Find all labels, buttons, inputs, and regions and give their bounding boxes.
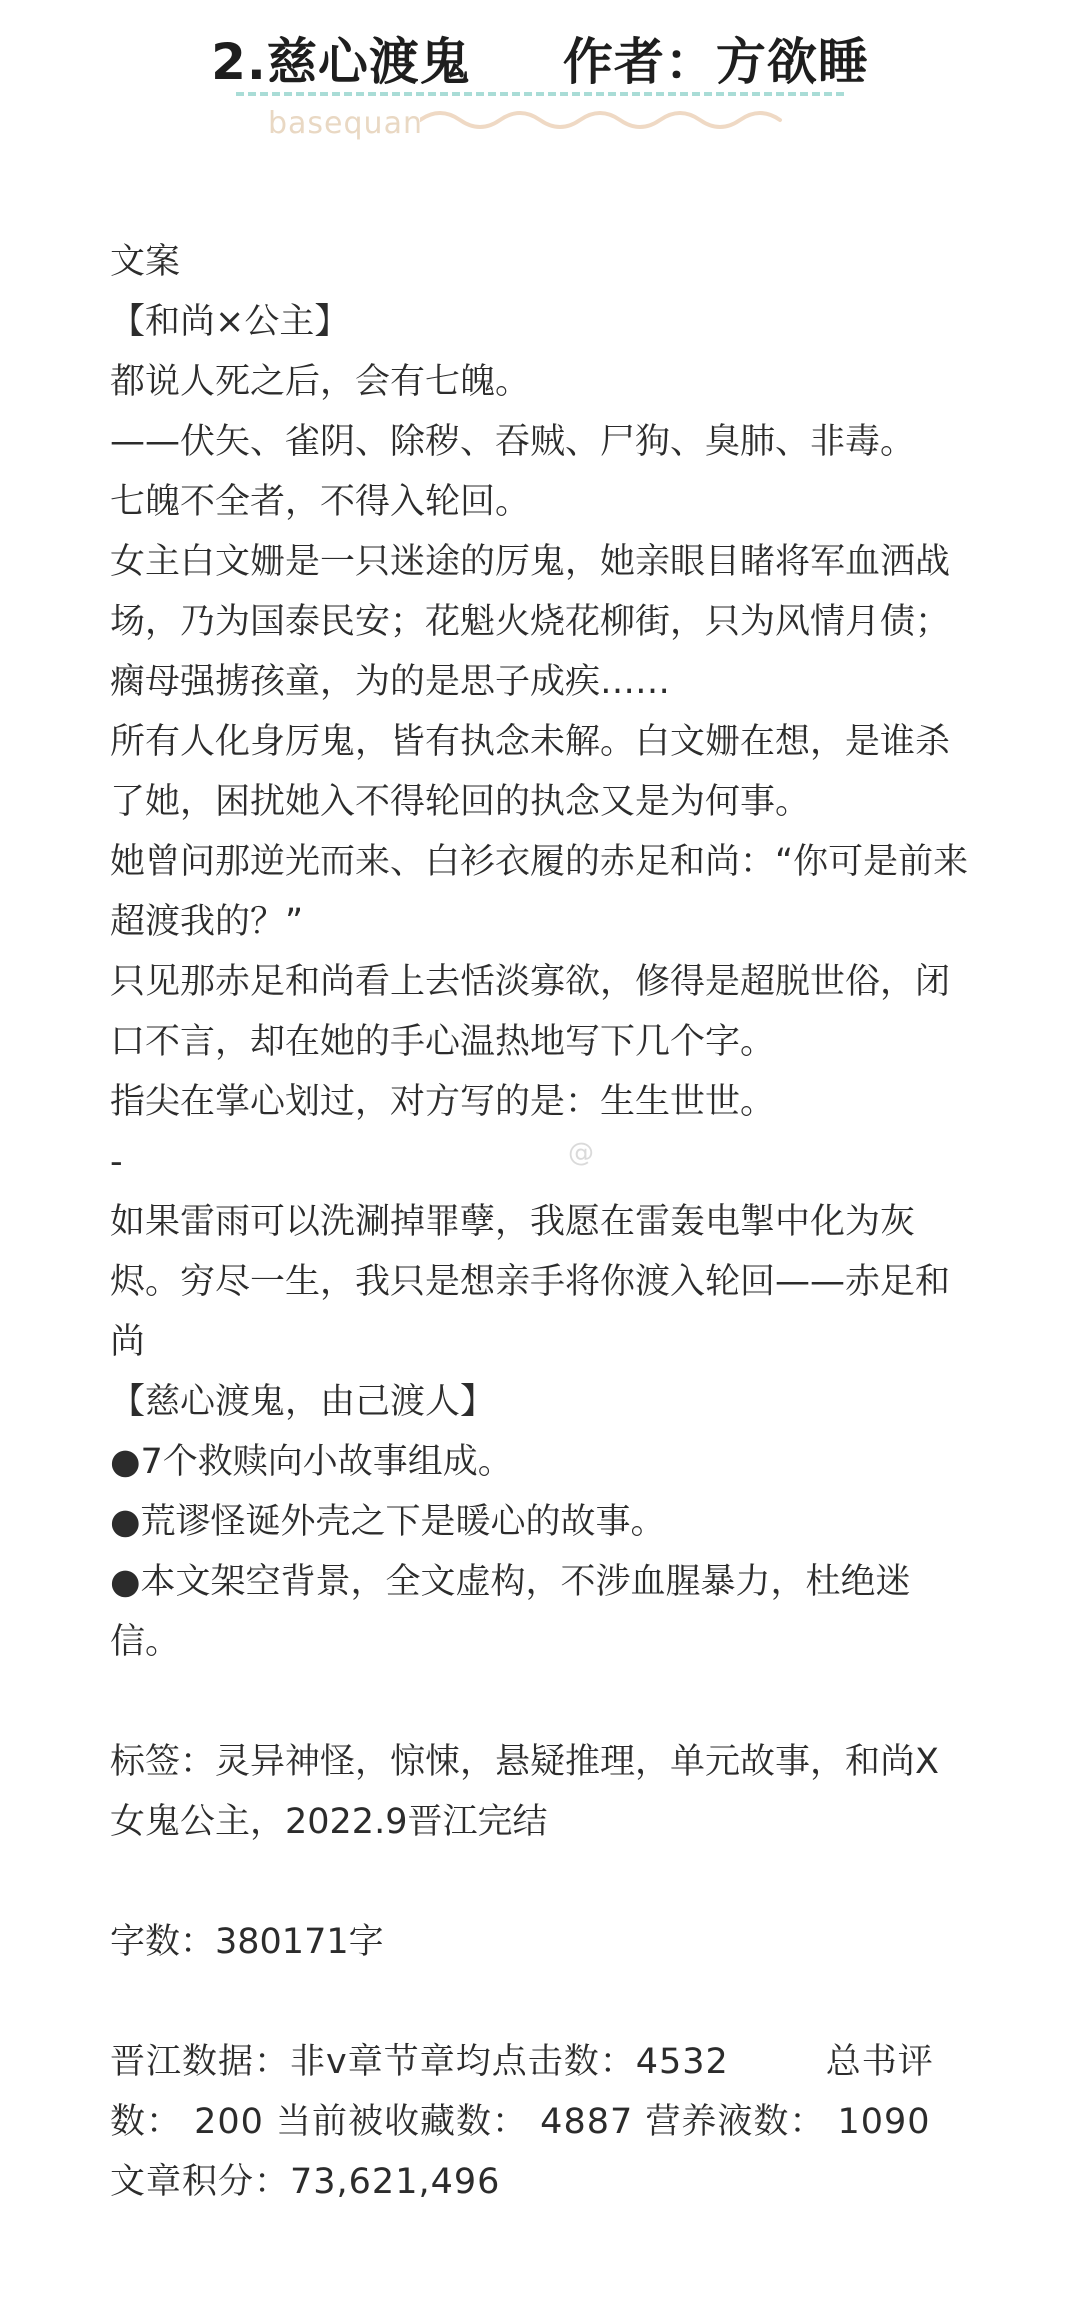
word-count-line: 字数：380171字 <box>110 1922 384 1962</box>
text-line: ——伏矢、雀阴、除秽、吞贼、尸狗、臭肺、非毒。 <box>110 422 916 462</box>
tags-line: 标签：灵异神怪，惊悚，悬疑推理，单元故事，和尚X女鬼公主，2022.9晋江完结 <box>110 1742 939 1842</box>
watermark-text: basequan <box>268 106 423 141</box>
text-line: 如果雷雨可以洗涮掉罪孽，我愿在雷轰电掣中化为灰烬。穷尽一生，我只是想亲手将你渡入轮回——赤足和尚 <box>110 1202 951 1362</box>
text-line: ●荒谬怪诞外壳之下是暖心的故事。 <box>110 1502 666 1542</box>
text-line: 只见那赤足和尚看上去恬淡寡欲，修得是超脱世俗，闭口不言，却在她的手心温热地写下几个字。 <box>110 962 951 1062</box>
spacer <box>110 1972 972 2032</box>
text-line: 【和尚×公主】 <box>110 302 350 342</box>
text-line: ●7个救赎向小故事组成。 <box>110 1442 513 1482</box>
title-underline <box>236 92 844 96</box>
header <box>0 0 1080 150</box>
text-line: 文案 <box>110 242 181 282</box>
text-line: 【慈心渡鬼，由己渡人】 <box>110 1382 496 1422</box>
wave-decoration-icon <box>420 104 800 136</box>
text-line: 女主白文姗是一只迷途的厉鬼，她亲眼目睹将军血洒战场，乃为国泰民安；花魁火烧花柳街，只为风情月债；瘸母强掳孩童，为的是思子成疾…… <box>110 542 951 702</box>
text-line: 七魄不全者，不得入轮回。 <box>110 482 531 522</box>
page-title: 2.慈心渡鬼 作者：方欲睡 <box>211 33 869 91</box>
text-line: 所有人化身厉鬼，皆有执念未解。白文姗在想，是谁杀了她，困扰她入不得轮回的执念又是为何事。 <box>110 722 951 822</box>
text-line: - <box>110 1142 123 1182</box>
text-line: 她曾问那逆光而来、白衫衣履的赤足和尚：“你可是前来超渡我的？” <box>110 842 969 942</box>
stats-line: 晋江数据：非v章节章均点击数：4532 总书评数： 200 当前被收藏数： 4887 营养液数： 1090 文章积分：73,621,496 <box>110 2042 943 2202</box>
text-line: ●本文架空背景，全文虚构，不涉血腥暴力，杜绝迷信。 <box>110 1562 911 1662</box>
faint-watermark: @ <box>568 1138 594 1168</box>
text-line: 都说人死之后，会有七魄。 <box>110 362 531 402</box>
text-line: 指尖在掌心划过，对方写的是：生生世世。 <box>110 1082 776 1122</box>
spacer <box>110 1852 972 1912</box>
synopsis-body <box>110 232 972 2212</box>
spacer <box>110 1672 972 1732</box>
